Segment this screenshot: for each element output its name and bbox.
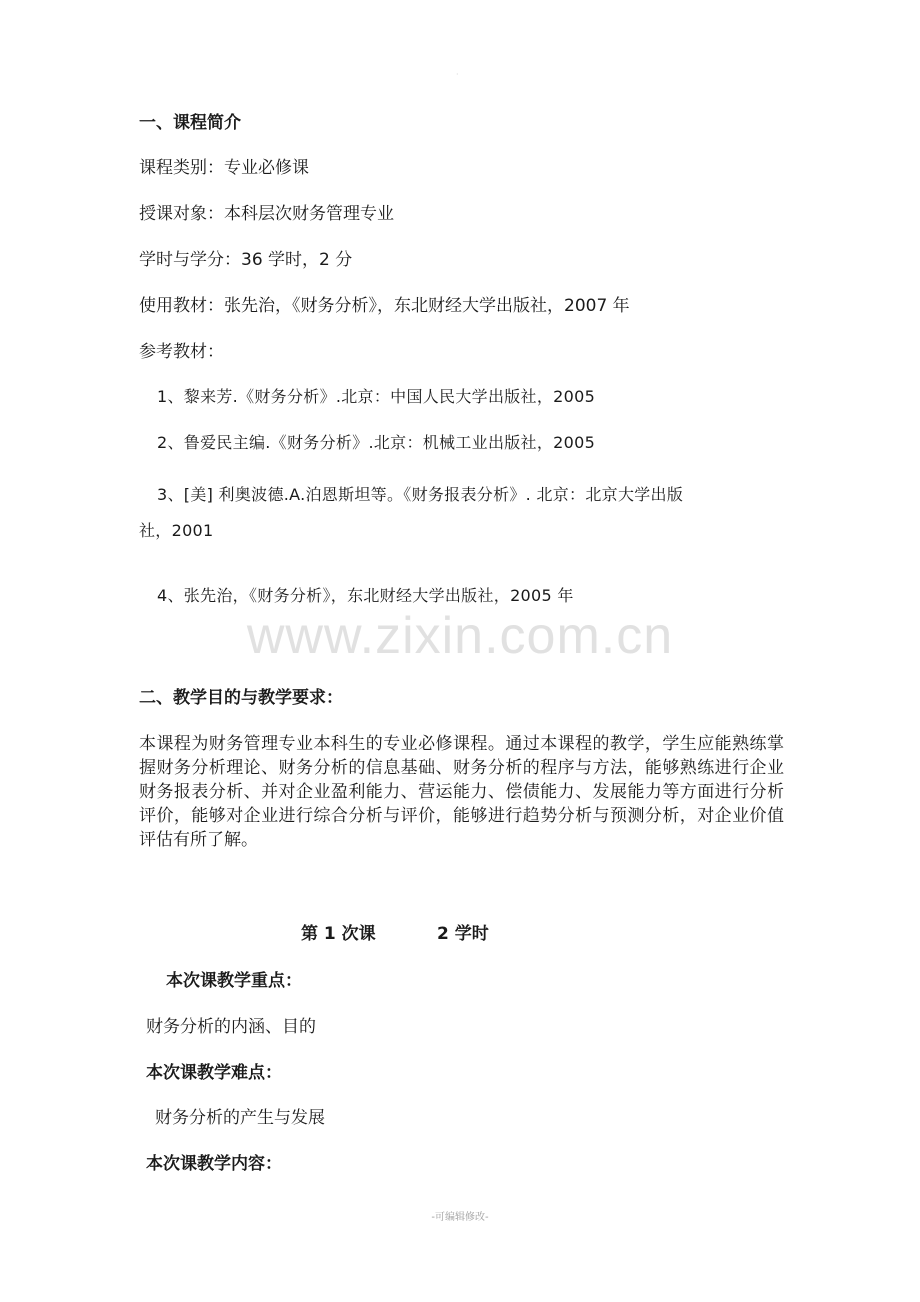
- lesson-title: 第 1 次课: [301, 924, 376, 944]
- content-label: 本次课教学内容：: [146, 1154, 282, 1174]
- course-audience: 授课对象：本科层次财务管理专业: [139, 204, 394, 224]
- reference-item: 2、鲁爱民主编.《财务分析》.北京：机械工业出版社，2005: [157, 433, 596, 452]
- lesson-hours: 2 学时: [437, 924, 489, 944]
- key-points: 财务分析的内涵、目的: [146, 1017, 316, 1037]
- course-textbook: 使用教材：张先治，《财务分析》，东北财经大学出版社，2007 年: [139, 296, 630, 316]
- page-footer: -可编辑修改-: [431, 1212, 489, 1223]
- key-points-label: 本次课教学重点：: [166, 971, 302, 991]
- section2-heading: 二、教学目的与教学要求：: [139, 688, 343, 708]
- top-mark: ·: [456, 70, 459, 79]
- reference-item: 3、[美] 利奥波德.A.泊恩斯坦等。《财务报表分析》. 北京：北京大学出版: [157, 485, 684, 504]
- reference-item: 4、张先治，《财务分析》，东北财经大学出版社，2005 年: [157, 586, 574, 605]
- reference-item: 1、黎来芳.《财务分析》.北京：中国人民大学出版社，2005: [157, 387, 596, 406]
- course-hours: 学时与学分：36 学时，2 分: [139, 250, 353, 270]
- section1-heading: 一、课程简介: [139, 113, 241, 133]
- difficulty-points: 财务分析的产生与发展: [155, 1108, 325, 1128]
- section2-body: 本课程为财务管理专业本科生的专业必修课程。通过本课程的教学，学生应能熟练掌握财务分析理论、财务分析的信息基础、财务分析的程序与方法，能够熟练进行企业财务报表分析、并对企业盈利能力、营运能力、偿债能力、发展能力等方面进行分析评价，能够对企业进行综合分析与评价，能够进行趋势分析与预测分析，对企业价值评估有所了解。: [139, 734, 784, 850]
- reference-item-continued: 社，2001: [139, 521, 214, 540]
- watermark: www.zixin.com.cn: [246, 607, 674, 665]
- difficulty-label: 本次课教学难点：: [146, 1063, 282, 1083]
- course-category: 课程类别：专业必修课: [139, 158, 309, 178]
- references-label: 参考教材：: [139, 342, 224, 362]
